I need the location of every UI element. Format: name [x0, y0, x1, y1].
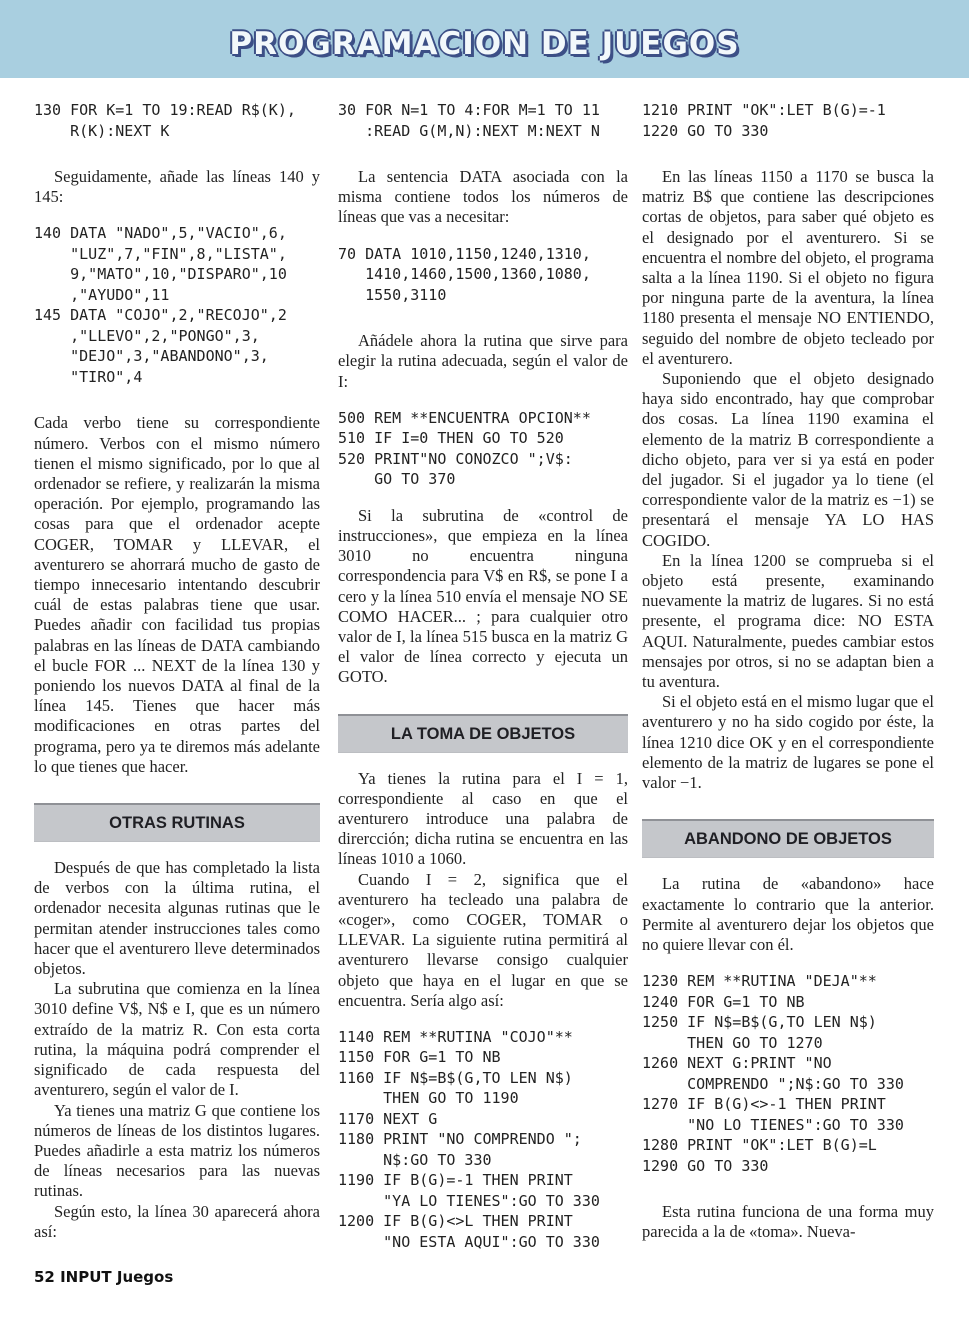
paragraph: Cuando I = 2, significa que el aventurero ha tecleado una palabra de «coger», como COGER, TOMAR o LLEVAR. La siguiente rutina permitirá al aventurero llevarse consigo cualquier objeto que haya en el lugar en que se encuentra. Sería algo así:: [338, 869, 628, 1010]
code-listing: 1210 PRINT "OK":LET B(G)=-1 1220 GO TO 330: [642, 101, 886, 140]
paragraph: Si el objeto está en el mismo lugar que el aventurero y no ha sido cogido por éste, la línea 1210 dice OK y en el correspondiente elemento de la matriz de lugares se pone el valor −1.: [642, 692, 934, 793]
paragraph: En las líneas 1150 a 1170 se busca la matriz B$ que contiene las descripciones cortas de objetos, para saber qué objeto es el designado por el aventurero. Si se encuentra el nombre del objeto, el programa salta a la línea 1190. Si el objeto no figura por ninguna parte de la aventura, la línea 1180 presenta el mensaje NO ENTIENDO, seguido del nombre de objeto tecleado por el aventurero.: [642, 167, 934, 368]
code-listing: 130 FOR K=1 TO 19:READ R$(K), R(K):NEXT K: [34, 101, 296, 140]
paragraph: En la línea 1200 se comprueba si el objeto está presente, examinando nuevamente la matriz de lugares. Si no está presente, el programa dice: NO ESTA AQUI. Naturalmente, puedes cambiar estos mensajes por otros, si no se adaptan bien a tu aventura.: [642, 550, 934, 692]
paragraph: Seguidamente, añade las líneas 140 y 145:: [34, 167, 320, 207]
code-listing: 500 REM **ENCUENTRA OPCION** 510 IF I=0 THEN GO TO 520 520 PRINT"NO CONOZCO ";V$: GO TO 370: [338, 408, 591, 489]
column-middle: [338, 100, 628, 1252]
paragraph: Suponiendo que el objeto designado haya sido encontrado, hay que comprobar dos cosas. La línea 1190 examina el elemento de la matriz B correspondiente a dicho objeto, para ver si ya está en poder del jugador. Si el jugador ya lo tiene (el correspondiente valor de la matriz es −1) se presentará el mensaje YA LO HAS COGIDO.: [642, 369, 934, 550]
paragraph: La subrutina que comienza en la línea 3010 define V$, N$ e I, que es un número extraído de la matriz R. Con esta corta rutina, la máquina podrá comprender el significado de cada respuesta del aventurero, según el valor de I.: [34, 979, 320, 1100]
paragraph: Según esto, la línea 30 aparecerá ahora así:: [34, 1201, 320, 1241]
paragraph: La rutina de «abandono» hace exactamente lo contrario que la anterior. Permite al aventurero dejar los objetos que no quiere llevar con él.: [642, 874, 934, 954]
code-listing: 1230 REM **RUTINA "DEJA"** 1240 FOR G=1 TO NB 1250 IF N$=B$(G,TO LEN N$) THEN GO TO 1270 1260 NEXT G:PRINT "NO COMPRENDO ";N$:GO TO 330 1270 IF B(G)<>-1 THEN PRINT "NO LO TIENES":GO TO 330 1280 PRINT "OK":LET B(G)=L 1290 GO TO 330: [642, 972, 904, 1175]
code-listing: 30 FOR N=1 TO 4:FOR M=1 TO 11 :READ G(M,N):NEXT M:NEXT N: [338, 101, 600, 140]
section-heading-otras-rutinas: OTRAS RUTINAS: [34, 803, 320, 842]
paragraph: Añádele ahora la rutina que sirve para elegir la rutina adecuada, según el valor de I:: [338, 331, 628, 391]
paragraph: La sentencia DATA asociada con la misma contiene todos los números de líneas que vas a necesitar:: [338, 167, 628, 227]
paragraph: Si la subrutina de «control de instrucciones», que empieza en la línea 3010 no encuentra ninguna correspondencia para V$ en R$, se pone I a cero y la línea 510 envía el mensaje NO SE COMO HACER... ; para cualquier otro valor de I, la línea 515 busca en la matriz G el valor de línea correcto y ejecuta un GOTO.: [338, 505, 628, 687]
paragraph: Ya tienes una matriz G que contiene los números de líneas de los distintos lugares. Puedes añadirle a esta matriz los números de líneas necesarios para las nuevas rutinas.: [34, 1100, 320, 1201]
section-title: PROGRAMACION DE JUEGOS: [229, 26, 740, 62]
column-left: [34, 100, 320, 1242]
code-listing: 140 DATA "NADO",5,"VACIO",6, "LUZ",7,"FIN",8,"LISTA", 9,"MATO",10,"DISPARO",10 ,"AYUDO",11 145 DATA "COJO",2,"RECOJO",2 ,"LLEVO",2,"PONGO",3, "DEJO",3,"ABANDONO",3, "TIRO",4: [34, 224, 287, 386]
page-header-band: [0, 0, 969, 78]
paragraph: Esta rutina funciona de una forma muy parecida a la de «toma». Nueva-: [642, 1202, 934, 1242]
page-footer: 52 INPUT Juegos: [34, 1268, 174, 1286]
paragraph: Después de que has completado la lista de verbos con la última rutina, el ordenador necesita algunas rutinas que le permitan atender instrucciones tales como hacer que el aventurero lleve determinados objetos.: [34, 858, 320, 979]
paragraph: Ya tienes la rutina para el I = 1, correspondiente al caso en que el aventurero introduce una palabra de dirercción; dicha rutina se encuentra en las líneas 1010 a 1060.: [338, 768, 628, 869]
section-heading-abandono-objetos: ABANDONO DE OBJETOS: [642, 819, 934, 858]
code-listing: 70 DATA 1010,1150,1240,1310, 1410,1460,1500,1360,1080, 1550,3110: [338, 244, 591, 304]
code-listing: 1140 REM **RUTINA "COJO"** 1150 FOR G=1 TO NB 1160 IF N$=B$(G,TO LEN N$) THEN GO TO 1190 1170 NEXT G 1180 PRINT "NO COMPRENDO "; N$:GO TO 330 1190 IF B(G)=-1 THEN PRINT "YA LO TIENES":GO TO 330 1200 IF B(G)<>L THEN PRINT "NO ESTA AQUI":GO TO 330: [338, 1027, 600, 1251]
section-heading-toma-objetos: LA TOMA DE OBJETOS: [338, 714, 628, 753]
paragraph: Cada verbo tiene su correspondiente número. Verbos con el mismo número tienen el mismo significado, por lo que al ordenador se refiere, y realizarán la misma operación. Por ejemplo, programando las cosas para que el ordenador acepte COGER, TOMAR y LLEVAR, el aventurero se ahorrará mucho de gasto de tiempo innecesario intentando descubrir cuál de estas palabras tiene que usar. Puedes añadir con facilidad tus propias palabras en las líneas de DATA cambiando el bucle FOR ... NEXT de la línea 130 y poniendo los nuevos DATA al final de la línea 145. Tienes que hacer más modificaciones en otras partes del programa, pero ya te diremos más adelante lo que tienes que hacer.: [34, 413, 320, 776]
column-right: [642, 100, 934, 1243]
